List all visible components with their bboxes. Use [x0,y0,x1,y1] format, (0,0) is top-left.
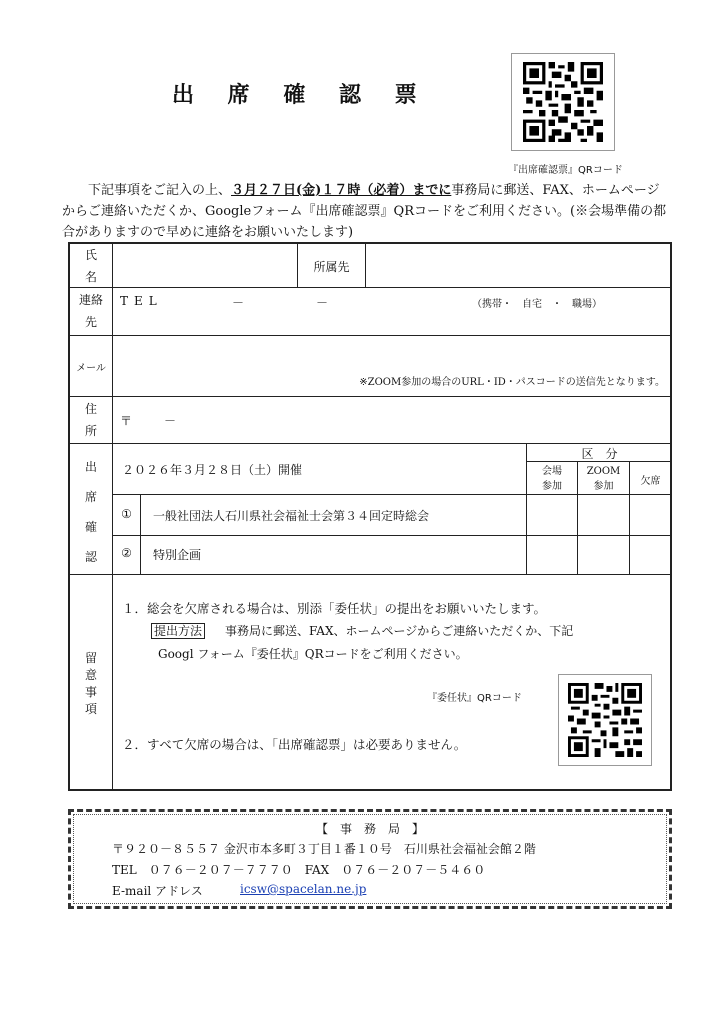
office-email-link[interactable]: icsw@spacelan.ne.jp [240,882,367,896]
attendance-qr-code-box [511,53,615,151]
tel-type-options: （携帯・ 自宅 ・ 職場） [472,299,602,310]
submission-method-text-2: Googl フォーム『委任状』QRコードをご利用ください。 [158,647,468,661]
note-1: １．総会を欠席される場合は、別添「委任状」の提出をお願いいたします。 [122,601,547,616]
submission-method-text-1: 事務局に郵送、FAX、ホームページからご連絡いただくか、下記 [225,624,574,638]
event-1-venue-checkbox[interactable] [528,496,576,534]
email-label: メール [76,363,106,374]
email-field[interactable] [114,337,669,395]
event-2-absent-checkbox[interactable] [631,537,669,573]
contact-field[interactable] [114,289,669,334]
submission-method-label: 提出方法 [151,622,205,639]
note-2: ２．すべて欠席の場合は、「出席確認票」は必要ありません。 [122,737,467,752]
event-1-name: 一般社団法人石川県社会福祉士会第３４回定時総会 [153,509,430,523]
col-venue-header: 会場 参加 [542,466,562,492]
postal-dash: － [164,414,177,428]
event-2-zoom-checkbox[interactable] [579,537,628,573]
event-1-zoom-checkbox[interactable] [579,496,628,534]
office-tel-fax: TEL ０７６－２０７－７７７０ FAX ０７６－２０７－５４６０ [112,863,486,877]
proxy-qr-label: 『委任状』QRコード [427,693,522,704]
page-title: 出 席 確 認 票 [172,82,430,108]
affiliation-field[interactable] [367,245,669,286]
intro-suffix: 事務局に郵送、FAX、ホームページからご連絡いただくか、Googleフォーム『出席確認票』QRコードをご利用ください。(※会場準備の都合がありますので早めに連絡をお願いいたします) [62,183,667,240]
address-field[interactable] [114,398,669,442]
tel-dash-2: － [316,296,329,310]
attendance-side-label: 出 席 確 認 [84,460,97,564]
col-zoom-header: ZOOM 参加 [586,466,621,492]
event-2-name: 特別企画 [153,548,202,562]
qr-code-label: 『出席確認票』QRコード [508,165,623,176]
event-2-venue-checkbox[interactable] [528,537,576,573]
proxy-qr-code-box [558,674,652,766]
postal-mark: 〒 [120,414,133,428]
notes-side-label: 留 意 事 項 [84,651,97,716]
intro-prefix: 下記事項をご記入の上、 [88,183,232,198]
tel-label: TEL [120,294,163,308]
office-address: 〒９２０－８５５７ 金沢市本多町３丁目１番１０号 石川県社会福祉会館２階 [112,842,536,856]
col-absent-header: 欠席 [640,476,661,487]
deadline-text: ３月２７日(金)１７時（必着）までに [231,183,452,198]
name-field[interactable] [114,245,296,286]
name-label: 氏 名 [84,248,97,284]
intro-paragraph [62,180,670,243]
email-note: ※ZOOM参加の場合のURL・ID・パスコードの送信先となります。 [359,377,665,388]
event-2-number: ② [121,546,132,560]
qr-code-icon [568,683,642,757]
event-1-number: ① [121,507,132,521]
qr-code-icon [523,62,603,142]
office-email-label: E-mail アドレス [112,884,203,898]
tel-dash-1: － [232,296,245,310]
category-header: 区 分 [581,447,618,461]
address-label: 住 所 [84,402,97,438]
contact-label: 連絡 先 [78,293,103,329]
event-date: ２０２６年３月２８日（土）開催 [122,463,303,477]
affiliation-label: 所属先 [313,260,350,274]
office-header: 【 事 務 局 】 [315,822,424,836]
event-1-absent-checkbox[interactable] [631,496,669,534]
